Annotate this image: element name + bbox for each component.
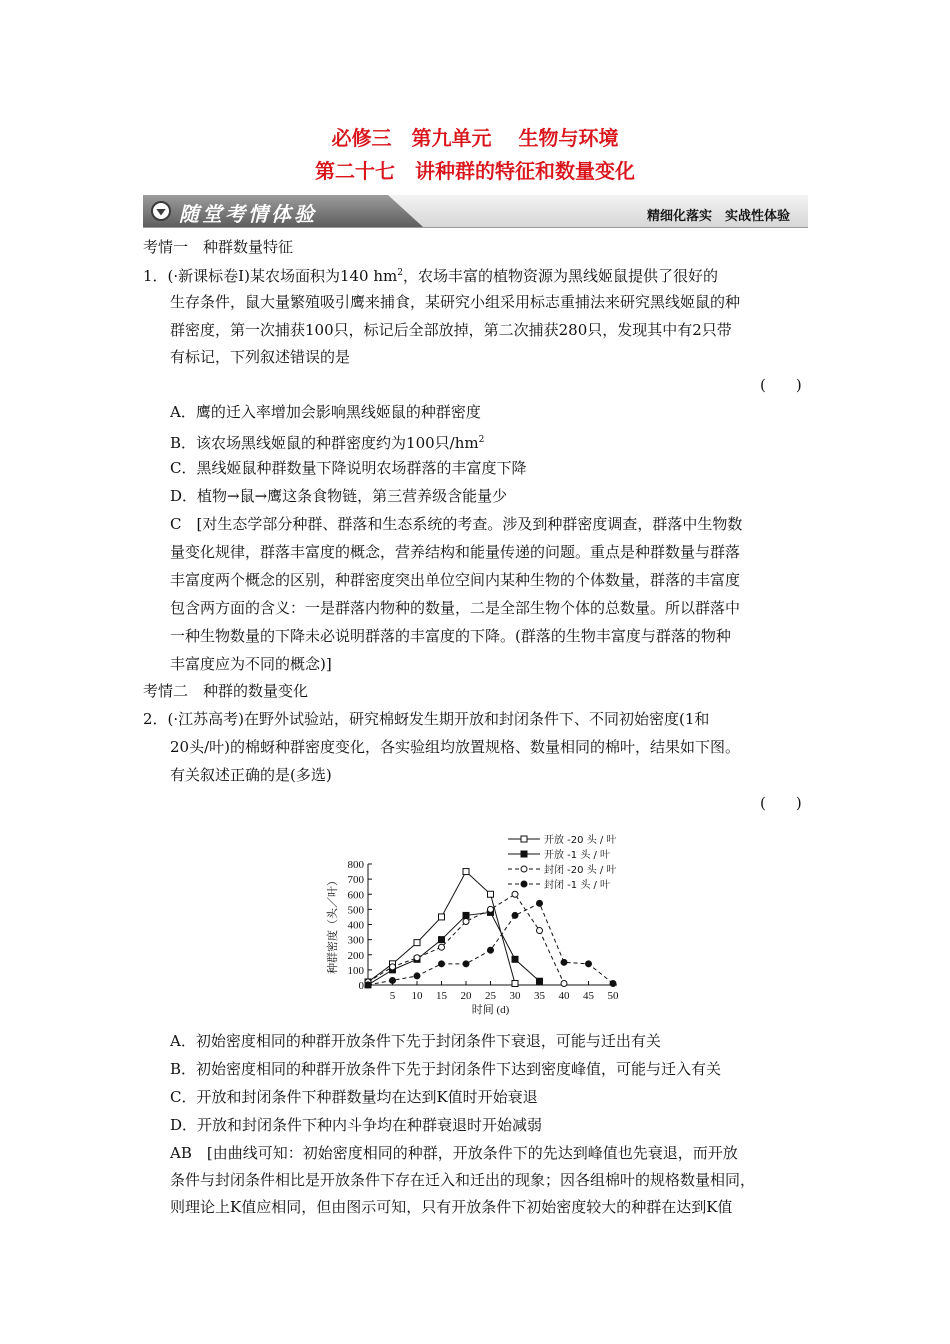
y-tick-label: 800	[347, 859, 364, 871]
data-point	[561, 980, 567, 986]
q1-line-3: 群密度，第一次捕获100只，标记后全部放掉，第二次捕获280只，发现其中有2只带	[170, 321, 732, 339]
data-point	[586, 961, 592, 967]
legend-label: 封闭 -20 头 / 叶	[544, 865, 617, 876]
q1-analysis-3: 丰富度两个概念的区别，种群密度突出单位空间内某种生物的个体数量，群落的丰富度	[170, 571, 741, 589]
x-tick-label: 35	[534, 990, 545, 1002]
title-line-2: 第二十七 讲种群的特征和数量变化	[315, 159, 635, 183]
q1-option-b: B．该农场黑线姬鼠的种群密度约为100只$/hm^2$	[170, 434, 485, 452]
chevron-down-icon	[151, 201, 171, 221]
q2-analysis-3: 则理论上K值应相同，但由图示可知，只有开放条件下初始密度较大的种群在达到K值	[170, 1198, 733, 1216]
x-tick-label: 25	[485, 990, 496, 1002]
q1-analysis-5: 一种生物数量的下降未必说明群落的丰富度的下降。(群落的生物丰富度与群落的物种	[170, 627, 731, 645]
y-tick-label: 200	[347, 949, 364, 962]
y-tick-label: 300	[347, 934, 364, 947]
legend-label: 开放 -1 头 / 叶	[544, 850, 611, 861]
section-2-heading: 考情二 种群的数量变化	[143, 682, 309, 700]
data-point	[512, 891, 518, 897]
legend-label: 开放 -20 头 / 叶	[544, 835, 617, 846]
legend-marker	[521, 866, 527, 872]
data-point	[439, 914, 445, 920]
x-tick-label: 40	[558, 990, 570, 1002]
population-density-chart	[318, 825, 638, 1020]
series-line-1	[368, 912, 540, 984]
q1-option-c: C．黑线姬鼠种群数量下降说明农场群落的丰富度下降	[170, 459, 527, 477]
legend-marker	[521, 881, 527, 887]
legend-marker	[521, 851, 527, 857]
q2-option-a: A．初始密度相同的种群开放条件下先于封闭条件下衰退，可能与迁出有关	[170, 1032, 661, 1050]
q2-analysis-1: AB [由曲线可知：初始密度相同的种群，开放条件下的先达到峰值也先衰退，而开放	[170, 1144, 738, 1162]
x-tick-label: 50	[607, 990, 619, 1002]
q2-analysis-2: 条件与封闭条件相比是开放条件下存在迁入和迁出的现象；因各组棉叶的规格数量相同，	[170, 1171, 756, 1189]
y-tick-label: 400	[347, 919, 364, 932]
data-point	[414, 973, 420, 979]
q1-analysis-2: 量变化规律，群落丰富度的概念，营养结构和能量传递的问题。重点是种群数量与群落	[170, 543, 741, 561]
data-point	[414, 940, 420, 946]
q1-analysis-1: C [对生态学部分种群、群落和生态系统的考查。涉及到种群密度调查，群落中生物数	[170, 515, 743, 533]
title-line-1: 必修三 第九单元 生物与环境	[331, 126, 619, 150]
data-point	[414, 955, 420, 961]
data-point	[365, 982, 371, 988]
data-point	[390, 977, 396, 983]
x-tick-label: 30	[509, 990, 521, 1002]
data-point	[561, 959, 567, 965]
q1-analysis-4: 包含两方面的含义：一是群落内物种的数量，二是全部生物个体的总数量。所以群落中	[170, 599, 741, 617]
data-point	[537, 900, 543, 906]
series-line-2	[368, 894, 564, 983]
q1-option-d: D．植物→鼠→鹰这条食物链，第三营养级含能量少	[170, 487, 508, 505]
q1-analysis-6: 丰富度应为不同的概念)]	[170, 655, 332, 673]
data-point	[463, 961, 469, 967]
data-point	[463, 869, 469, 875]
x-axis-label: 时间 (d)	[471, 1004, 510, 1016]
y-tick-label: 600	[347, 889, 364, 902]
x-tick-label: 20	[460, 990, 472, 1002]
data-point	[512, 980, 518, 986]
data-point	[537, 978, 543, 984]
y-tick-label: 500	[347, 904, 364, 917]
section-banner	[143, 195, 808, 227]
data-point	[463, 918, 469, 924]
q1-line-4: 有标记，下列叙述错误的是	[170, 348, 351, 366]
q2-option-b: B．初始密度相同的种群开放条件下先于封闭条件下达到密度峰值，可能与迁入有关	[170, 1060, 722, 1078]
q1-line-2: 生存条件，鼠大量繁殖吸引鹰来捕食，某研究小组采用标志重捕法来研究黑线姬鼠的种	[170, 293, 741, 311]
data-point	[488, 947, 494, 953]
q1-option-a: A．鹰的迁入率增加会影响黑线姬鼠的种群密度	[170, 403, 481, 421]
data-point	[610, 980, 616, 986]
data-point	[463, 912, 469, 918]
q1-line-1: 1．(·新课标卷Ⅰ)某农场面积为140 $hm^2$，农场丰富的植物资源为黑线姬鼠提供了很好的	[143, 267, 718, 285]
q2-option-d: D．开放和封闭条件下种内斗争均在种群衰退时开始减弱	[170, 1116, 543, 1134]
data-point	[439, 944, 445, 950]
q2-answer-paren: ( )	[760, 794, 802, 812]
legend-marker	[521, 836, 527, 842]
data-point	[512, 912, 518, 918]
data-point	[439, 937, 445, 943]
banner-right-text: 精细化落实 实战性体验	[646, 209, 790, 224]
y-tick-label: 0	[358, 980, 364, 992]
section-1-heading: 考情一 种群数量特征	[143, 238, 294, 256]
y-axis-label: 种群密度（头／叶）	[327, 875, 339, 974]
q2-line-3: 有关叙述正确的是(多选)	[170, 766, 332, 784]
q2-option-c: C．开放和封闭条件下种群数量均在达到K值时开始衰退	[170, 1088, 538, 1106]
q2-line-1: 2．(·江苏高考)在野外试验站，研究棉蚜发生期开放和封闭条件下、不同初始密度(1和	[143, 710, 710, 728]
legend-label: 封闭 -1 头 / 叶	[544, 880, 611, 891]
x-tick-label: 5	[389, 990, 396, 1002]
data-point	[537, 928, 543, 934]
q1-answer-paren: ( )	[760, 376, 802, 394]
x-tick-label: 45	[583, 990, 594, 1002]
x-tick-label: 15	[436, 990, 447, 1002]
banner-label: 随堂考情体验	[179, 202, 317, 226]
y-tick-label: 700	[347, 874, 364, 887]
data-point	[488, 891, 494, 897]
q2-line-2: 20头/叶)的棉蚜种群密度变化，各实验组均放置规格、数量相同的棉叶，结果如下图。	[170, 738, 740, 756]
x-tick-label: 10	[411, 990, 423, 1002]
data-point	[512, 956, 518, 962]
data-point	[439, 961, 445, 967]
data-point	[390, 964, 396, 970]
data-point	[488, 906, 494, 912]
y-tick-label: 100	[347, 964, 364, 977]
